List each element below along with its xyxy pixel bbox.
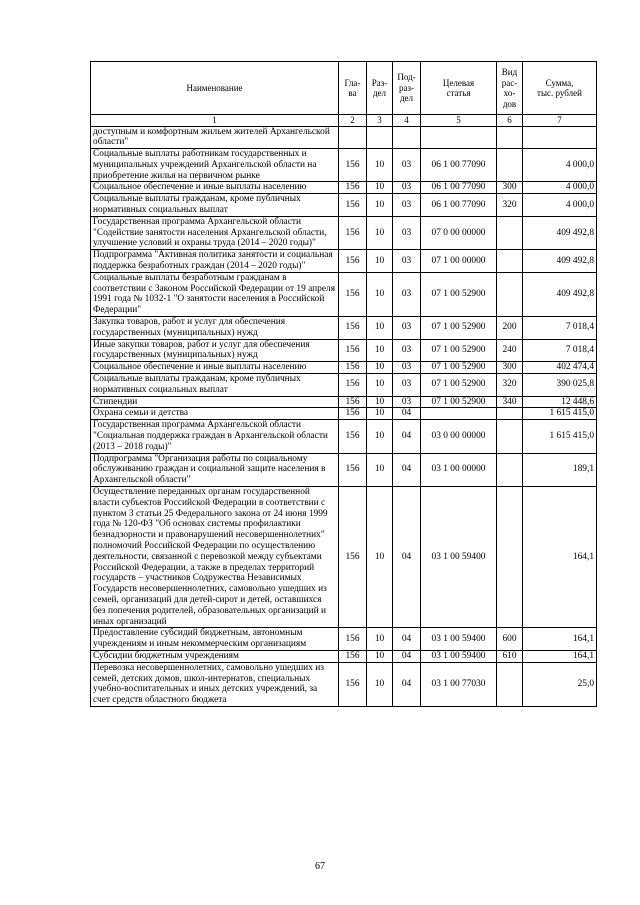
row-sum: 189,1 bbox=[523, 453, 597, 486]
row-chapter: 156 bbox=[339, 487, 367, 628]
column-number: 1 bbox=[91, 115, 339, 127]
row-name: Социальное обеспечение и иные выплаты населению bbox=[91, 362, 339, 374]
row-chapter: 156 bbox=[339, 317, 367, 340]
row-expense-type bbox=[497, 149, 523, 182]
row-section: 10 bbox=[367, 453, 393, 486]
column-number: 2 bbox=[339, 115, 367, 127]
row-expense-type: 200 bbox=[497, 317, 523, 340]
row-section: 10 bbox=[367, 194, 393, 217]
column-number-row bbox=[91, 115, 597, 127]
row-chapter: 156 bbox=[339, 216, 367, 249]
table-row bbox=[91, 662, 597, 706]
row-expense-type bbox=[497, 453, 523, 486]
row-chapter: 156 bbox=[339, 453, 367, 486]
row-name: Социальные выплаты гражданам, кроме публичных нормативных социальных выплат bbox=[91, 194, 339, 217]
row-subsection: 03 bbox=[393, 250, 421, 273]
row-target-article: 06 1 00 77090 bbox=[421, 194, 497, 217]
row-subsection: 03 bbox=[393, 317, 421, 340]
row-subsection: 04 bbox=[393, 487, 421, 628]
row-target-article: 03 1 00 59400 bbox=[421, 487, 497, 628]
row-expense-type bbox=[497, 662, 523, 706]
row-subsection: 03 bbox=[393, 216, 421, 249]
row-expense-type: 610 bbox=[497, 650, 523, 662]
table-row bbox=[91, 272, 597, 316]
row-chapter: 156 bbox=[339, 420, 367, 453]
row-section: 10 bbox=[367, 317, 393, 340]
row-name: Иные закупки товаров, работ и услуг для обеспечения государственных (муниципальных) нужд bbox=[91, 339, 339, 362]
row-subsection: 04 bbox=[393, 408, 421, 420]
row-name: Охрана семьи и детства bbox=[91, 408, 339, 420]
row-expense-type bbox=[497, 250, 523, 273]
row-section: 10 bbox=[367, 408, 393, 420]
column-number: 6 bbox=[497, 115, 523, 127]
row-section: 10 bbox=[367, 250, 393, 273]
row-expense-type: 300 bbox=[497, 362, 523, 374]
row-target-article: 03 0 00 00000 bbox=[421, 420, 497, 453]
row-section: 10 bbox=[367, 420, 393, 453]
row-sum: 409 492,8 bbox=[523, 216, 597, 249]
row-name: Осуществление переданных органам государственной власти субъектов Российской Федерации в соответствии с пунктом 3 статьи 25 Федерального закона от 24 июня 1999 года № 120-ФЗ "Об основах системы профилактики безнадзорности и правонарушений несовершеннолетних" полномочий Российской Федерации по осуществлению деятельности, связанной с перевозкой между субъектами Российской Федерации, а также в пределах территорий государств – участников Содружества Независимых Государств несовершеннолетних, самовольно ушедших из семей, организаций для детей-сирот и детей, оставшихся без попечения родителей, образовательных организаций и иных организаций bbox=[91, 487, 339, 628]
row-sum: 4 000,0 bbox=[523, 149, 597, 182]
row-subsection: 03 bbox=[393, 182, 421, 194]
row-target-article bbox=[421, 126, 497, 149]
row-sum: 4 000,0 bbox=[523, 182, 597, 194]
row-sum: 7 018,4 bbox=[523, 339, 597, 362]
row-sum: 12 448,6 bbox=[523, 396, 597, 408]
row-sum: 402 474,4 bbox=[523, 362, 597, 374]
row-target-article: 07 1 00 52900 bbox=[421, 339, 497, 362]
row-section: 10 bbox=[367, 216, 393, 249]
row-name: Социальное обеспечение и иные выплаты населению bbox=[91, 182, 339, 194]
row-expense-type bbox=[497, 272, 523, 316]
row-chapter: 156 bbox=[339, 628, 367, 651]
table-row bbox=[91, 628, 597, 651]
header-chapter: Гла- ва bbox=[339, 62, 367, 115]
table-row bbox=[91, 420, 597, 453]
column-number: 3 bbox=[367, 115, 393, 127]
table-row bbox=[91, 453, 597, 486]
row-section bbox=[367, 126, 393, 149]
row-target-article: 03 1 00 00000 bbox=[421, 453, 497, 486]
column-number: 7 bbox=[523, 115, 597, 127]
row-section: 10 bbox=[367, 487, 393, 628]
row-expense-type bbox=[497, 126, 523, 149]
table-row bbox=[91, 487, 597, 628]
row-subsection: 03 bbox=[393, 362, 421, 374]
row-subsection: 03 bbox=[393, 396, 421, 408]
table-row bbox=[91, 250, 597, 273]
row-sum: 164,1 bbox=[523, 487, 597, 628]
row-target-article bbox=[421, 408, 497, 420]
row-sum: 164,1 bbox=[523, 628, 597, 651]
row-target-article: 07 1 00 00000 bbox=[421, 250, 497, 273]
row-section: 10 bbox=[367, 339, 393, 362]
row-chapter: 156 bbox=[339, 149, 367, 182]
row-subsection: 03 bbox=[393, 374, 421, 397]
table-row bbox=[91, 339, 597, 362]
row-section: 10 bbox=[367, 362, 393, 374]
row-section: 10 bbox=[367, 662, 393, 706]
header-sum: Сумма, тыс. рублей bbox=[523, 62, 597, 115]
row-expense-type bbox=[497, 216, 523, 249]
row-chapter: 156 bbox=[339, 339, 367, 362]
row-name: Социальные выплаты безработным гражданам в соответствии с Законом Российской Федерации от 19 апреля 1991 года № 1032-1 "О занятости населения в Российской Федерации" bbox=[91, 272, 339, 316]
row-subsection: 03 bbox=[393, 194, 421, 217]
row-section: 10 bbox=[367, 149, 393, 182]
row-subsection: 03 bbox=[393, 272, 421, 316]
row-chapter: 156 bbox=[339, 374, 367, 397]
row-subsection: 04 bbox=[393, 650, 421, 662]
row-name: Субсидии бюджетным учреждениям bbox=[91, 650, 339, 662]
header-name: Наименование bbox=[91, 62, 339, 115]
row-section: 10 bbox=[367, 374, 393, 397]
row-name: доступным и комфортным жильем жителей Архангельской области" bbox=[91, 126, 339, 149]
row-name: Государственная программа Архангельской области "Социальная поддержка граждан в Архангельской области (2013 – 2018 годы)" bbox=[91, 420, 339, 453]
row-chapter: 156 bbox=[339, 194, 367, 217]
row-section: 10 bbox=[367, 182, 393, 194]
row-subsection: 03 bbox=[393, 339, 421, 362]
row-subsection: 04 bbox=[393, 628, 421, 651]
row-expense-type bbox=[497, 408, 523, 420]
row-target-article: 06 1 00 77090 bbox=[421, 182, 497, 194]
header-section: Раз- дел bbox=[367, 62, 393, 115]
row-target-article: 03 1 00 59400 bbox=[421, 650, 497, 662]
row-subsection: 03 bbox=[393, 149, 421, 182]
row-expense-type bbox=[497, 420, 523, 453]
row-name: Социальные выплаты работникам государственных и муниципальных учреждений Архангельской области на приобретение жилья на первичном рынке bbox=[91, 149, 339, 182]
row-sum: 1 615 415,0 bbox=[523, 408, 597, 420]
row-target-article: 07 1 00 52900 bbox=[421, 396, 497, 408]
row-section: 10 bbox=[367, 628, 393, 651]
row-subsection bbox=[393, 126, 421, 149]
row-target-article: 07 1 00 52900 bbox=[421, 374, 497, 397]
row-chapter: 156 bbox=[339, 272, 367, 316]
row-name: Стипендии bbox=[91, 396, 339, 408]
row-target-article: 06 1 00 77090 bbox=[421, 149, 497, 182]
table-row bbox=[91, 408, 597, 420]
row-expense-type: 600 bbox=[497, 628, 523, 651]
row-name: Государственная программа Архангельской области "Содействие занятости населения Архангельской области, улучшение условий и охраны труда (2014 – 2020 годы)" bbox=[91, 216, 339, 249]
header-subsection: Под- раз- дел bbox=[393, 62, 421, 115]
budget-table bbox=[90, 61, 597, 707]
row-chapter: 156 bbox=[339, 182, 367, 194]
row-sum: 409 492,8 bbox=[523, 250, 597, 273]
row-name: Предоставление субсидий бюджетным, автономным учреждениям и иным некоммерческим организациям bbox=[91, 628, 339, 651]
row-sum: 25,0 bbox=[523, 662, 597, 706]
row-expense-type: 300 bbox=[497, 182, 523, 194]
row-subsection: 04 bbox=[393, 420, 421, 453]
column-number: 5 bbox=[421, 115, 497, 127]
header-row bbox=[91, 62, 597, 115]
row-sum: 409 492,8 bbox=[523, 272, 597, 316]
row-target-article: 07 1 00 52900 bbox=[421, 272, 497, 316]
table-body bbox=[91, 126, 597, 706]
row-name: Подпрограмма "Активная политика занятости и социальная поддержка безработных граждан (2014 – 2020 годы)" bbox=[91, 250, 339, 273]
row-chapter: 156 bbox=[339, 250, 367, 273]
table-row bbox=[91, 216, 597, 249]
row-expense-type: 320 bbox=[497, 374, 523, 397]
row-section: 10 bbox=[367, 650, 393, 662]
row-chapter: 156 bbox=[339, 396, 367, 408]
page-number: 67 bbox=[315, 861, 325, 872]
table-row bbox=[91, 650, 597, 662]
row-sum: 4 000,0 bbox=[523, 194, 597, 217]
row-expense-type bbox=[497, 487, 523, 628]
row-sum: 7 018,4 bbox=[523, 317, 597, 340]
row-expense-type: 340 bbox=[497, 396, 523, 408]
row-chapter: 156 bbox=[339, 662, 367, 706]
row-chapter: 156 bbox=[339, 362, 367, 374]
table-row bbox=[91, 396, 597, 408]
table-row bbox=[91, 126, 597, 149]
row-subsection: 04 bbox=[393, 662, 421, 706]
row-subsection: 04 bbox=[393, 453, 421, 486]
row-section: 10 bbox=[367, 272, 393, 316]
row-chapter: 156 bbox=[339, 650, 367, 662]
header-expense-type: Вид рас- хо- дов bbox=[497, 62, 523, 115]
row-sum: 390 025,8 bbox=[523, 374, 597, 397]
row-chapter: 156 bbox=[339, 408, 367, 420]
row-expense-type: 240 bbox=[497, 339, 523, 362]
row-target-article: 07 1 00 52900 bbox=[421, 317, 497, 340]
row-target-article: 07 0 00 00000 bbox=[421, 216, 497, 249]
table-row bbox=[91, 374, 597, 397]
table-row bbox=[91, 149, 597, 182]
row-section: 10 bbox=[367, 396, 393, 408]
row-expense-type: 320 bbox=[497, 194, 523, 217]
row-name: Подпрограмма "Организация работы по социальному обслуживанию граждан и социальной защите населения в Архангельской области" bbox=[91, 453, 339, 486]
row-sum: 1 615 415,0 bbox=[523, 420, 597, 453]
row-name: Перевозка несовершеннолетних, самовольно ушедших из семей, детских домов, школ-интернатов, специальных учебно-воспитательных и иных детских учреждений, за счет средств областного бюджета bbox=[91, 662, 339, 706]
row-sum: 164,1 bbox=[523, 650, 597, 662]
table-row bbox=[91, 317, 597, 340]
table-row bbox=[91, 194, 597, 217]
row-chapter bbox=[339, 126, 367, 149]
row-name: Социальные выплаты гражданам, кроме публичных нормативных социальных выплат bbox=[91, 374, 339, 397]
row-target-article: 03 1 00 59400 bbox=[421, 628, 497, 651]
row-name: Закупка товаров, работ и услуг для обеспечения государственных (муниципальных) нужд bbox=[91, 317, 339, 340]
row-target-article: 03 1 00 77030 bbox=[421, 662, 497, 706]
table-row bbox=[91, 182, 597, 194]
table-row bbox=[91, 362, 597, 374]
row-sum bbox=[523, 126, 597, 149]
row-target-article: 07 1 00 52900 bbox=[421, 362, 497, 374]
column-number: 4 bbox=[393, 115, 421, 127]
header-target-article: Целевая статья bbox=[421, 62, 497, 115]
